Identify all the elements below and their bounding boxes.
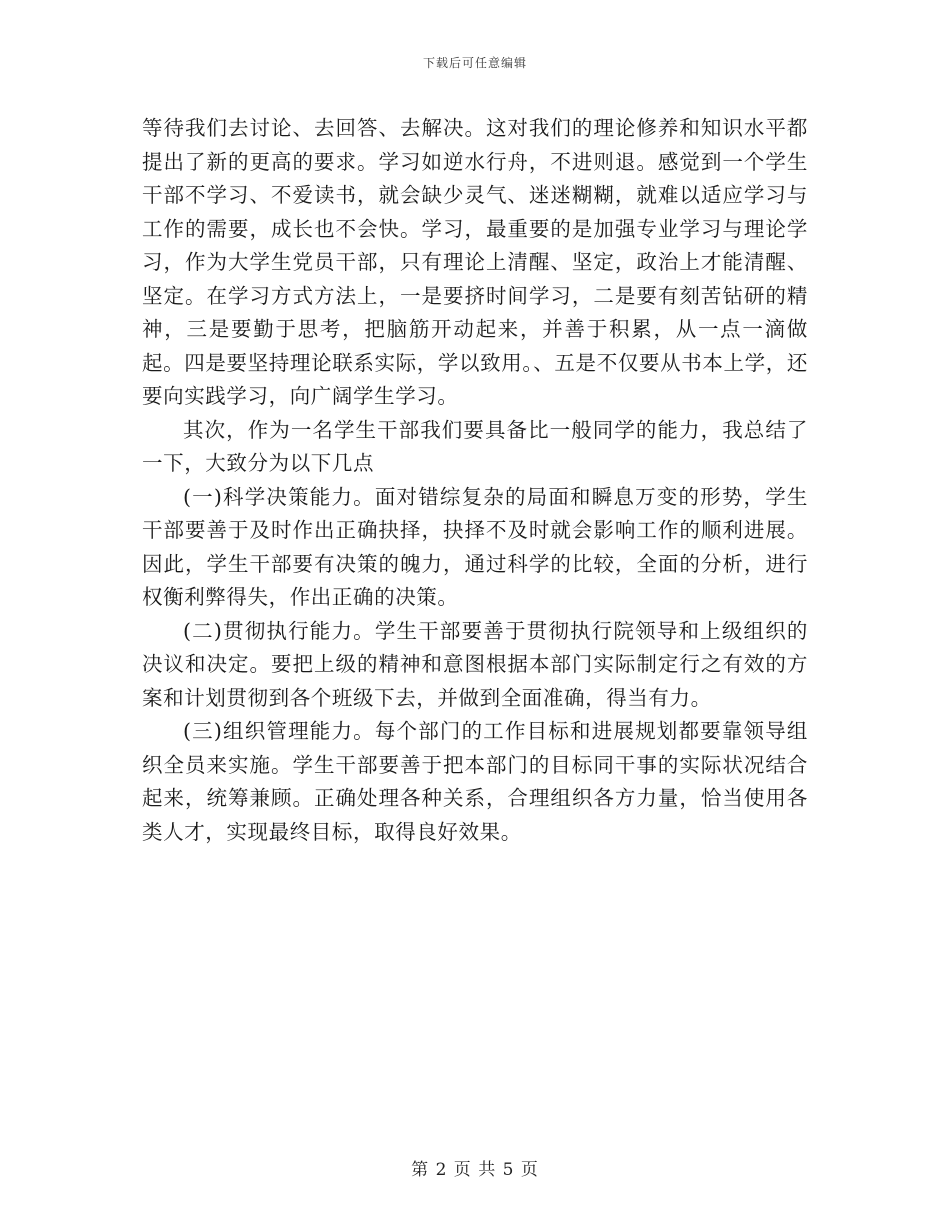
header-note: 下载后可任意编辑 <box>422 56 527 70</box>
paragraph-point-3: (三)组织管理能力。每个部门的工作目标和进展规划都要靠领导组织全员来实施。学生干部要善于把本部门的目标同干事的实际状况结合起来，统筹兼顾。正确处理各种关系，合理组织各方力量，恰当使用各类人才，实现最终目标，取得良好效果。 <box>142 719 808 844</box>
paragraph-intro: 其次，作为一名学生干部我们要具备比一般同学的能力，我总结了一下，大致分为以下几点 <box>142 417 808 475</box>
page-number: 第 2 页 共 5 页 <box>411 1160 539 1180</box>
paragraph-point-1: (一)科学决策能力。面对错综复杂的局面和瞬息万变的形势，学生干部要善于及时作出正确抉择，抉择不及时就会影响工作的顺利进展。因此，学生干部要有决策的魄力，通过科学的比较，全面的分析，进行权衡利弊得失，作出正确的决策。 <box>142 484 808 609</box>
document-body <box>142 112 808 849</box>
paragraph-continuation: 等待我们去讨论、去回答、去解决。这对我们的理论修养和知识水平都提出了新的更高的要求。学习如逆水行舟，不进则退。感觉到一个学生干部不学习、不爱读书，就会缺少灵气、迷迷糊糊，就难以适应学习与工作的需要，成长也不会快。学习，最重要的是加强专业学习与理论学习，作为大学生党员干部，只有理论上清醒、坚定，政治上才能清醒、坚定。在学习方式方法上，一是要挤时间学习，二是要有刻苦钻研的精神，三是要勤于思考，把脑筋开动起来，并善于积累，从一点一滴做起。四是要坚持理论联系实际，学以致用。、五是不仅要从书本上学，还要向实践学习，向广阔学生学习。 <box>142 116 808 408</box>
paragraph-point-2: (二)贯彻执行能力。学生干部要善于贯彻执行院领导和上级组织的决议和决定。要把上级的精神和意图根据本部门实际制定行之有效的方案和计划贯彻到各个班级下去，并做到全面准确，得当有力。 <box>142 618 808 710</box>
